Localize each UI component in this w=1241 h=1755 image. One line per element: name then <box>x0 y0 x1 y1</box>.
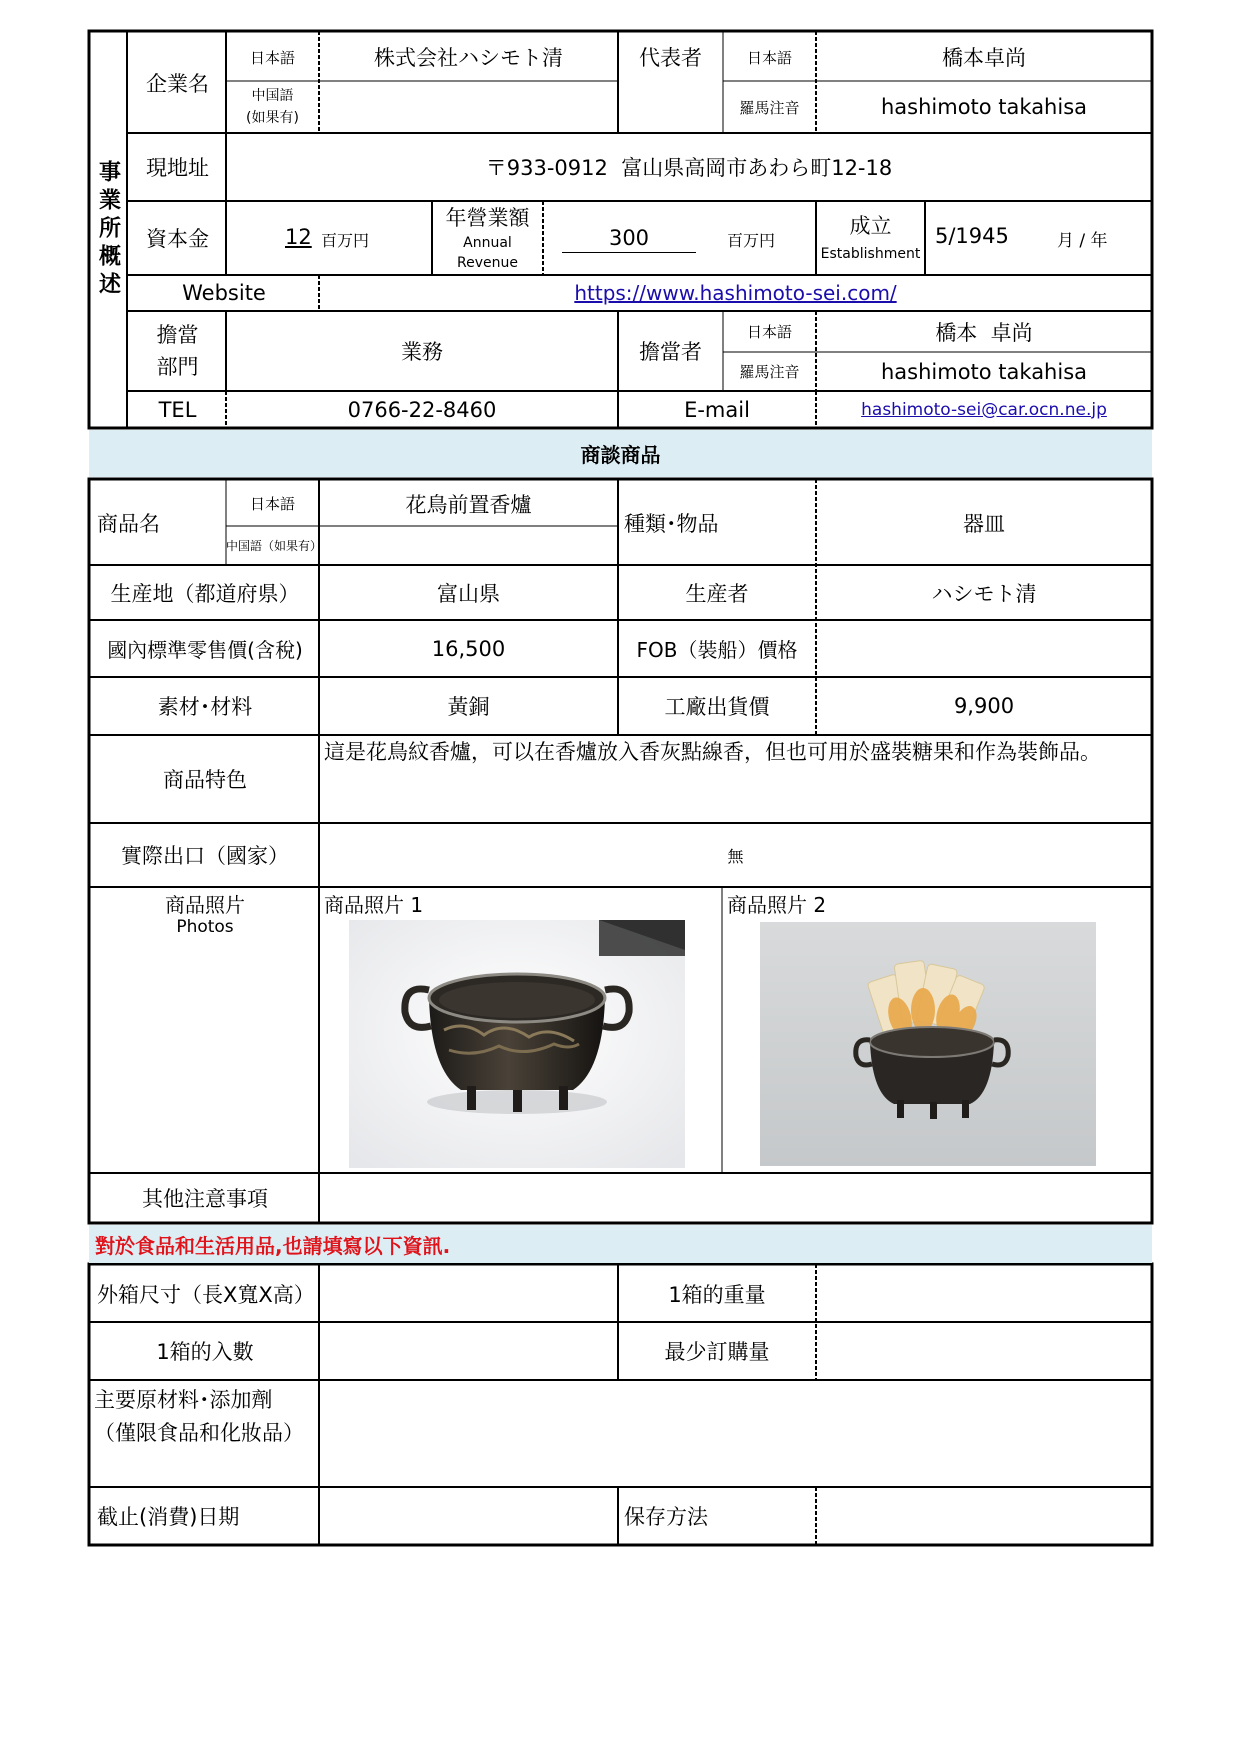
tel-label: TEL <box>158 397 197 422</box>
origin-label: 生産地（都道府県） <box>110 581 300 606</box>
retail-price-value: 16,500 <box>431 636 506 661</box>
address-value: 〒933-0912 富山県高岡市あわら町12-18 <box>485 156 893 180</box>
company-name-zh <box>319 81 618 133</box>
product-photo-2 <box>760 922 1096 1166</box>
tel-value: 0766-22-8460 <box>347 397 497 422</box>
storage-label: 保存方法 <box>624 1505 708 1529</box>
established-label-en: Establishment <box>820 246 921 262</box>
fob-price-label: FOB（裝船）價格 <box>636 638 798 662</box>
material-label: 素材･材料 <box>157 695 253 719</box>
revenue-unit: 百万円 <box>727 231 776 250</box>
email-label: E-mail <box>684 397 750 422</box>
notes-label: 其他注意事項 <box>142 1187 268 1211</box>
product-name-zh <box>319 526 618 565</box>
retail-price-label: 國內標準零售價(含稅) <box>107 638 303 662</box>
established-unit: 月 / 年 <box>1057 231 1108 251</box>
ingredients-label: 主要原材料･添加劑 （僅限食品和化妝品） <box>94 1388 304 1445</box>
category-value: 器皿 <box>963 512 1005 536</box>
box-qty-value <box>319 1322 618 1380</box>
product-name-label: 商品名 <box>97 512 160 536</box>
capital-label: 資本金 <box>146 227 209 251</box>
company-name-ja: 株式会社ハシモト清 <box>374 46 563 70</box>
box-weight-label: 1箱的重量 <box>668 1283 766 1307</box>
export-value: 無 <box>727 846 744 866</box>
food-section-header: 對於食品和生活用品,也請填寫以下資訊. <box>89 1225 1152 1263</box>
ingredients-value <box>319 1380 1152 1487</box>
email-link-cell <box>816 391 1152 428</box>
material-value: 黃銅 <box>447 695 490 719</box>
feature-value: 這是花鳥紋香爐，可以在香爐放入香灰點線香，但也可用於盛裝糖果和作為裝飾品。 <box>324 740 1101 764</box>
photos-label-en: Photos <box>176 917 234 937</box>
contact-label: 擔當者 <box>639 340 702 364</box>
storage-value <box>816 1487 1152 1545</box>
section-label-company: 事業所概述 <box>95 160 121 300</box>
rep-lang-roma: 羅馬注音 <box>739 98 800 117</box>
category-label: 種類･物品 <box>624 512 719 536</box>
department-label: 擔當 部門 <box>156 323 199 379</box>
capital-value: 12 <box>285 225 312 249</box>
contact-lang-roma: 羅馬注音 <box>739 363 800 381</box>
origin-value: 富山県 <box>437 581 500 606</box>
company-name-label: 企業名 <box>146 72 209 96</box>
factory-price-value: 9,900 <box>953 694 1015 718</box>
website-link[interactable]: https://www.hashimoto-sei.com/ <box>574 281 897 305</box>
moq-value <box>816 1322 1152 1380</box>
company-lang-zh: 中国語 (如果有) <box>246 88 299 126</box>
contact-lang-ja: 日本語 <box>746 323 792 341</box>
moq-label: 最少訂購量 <box>664 1340 770 1364</box>
revenue-value: 300 <box>562 223 696 253</box>
address-label: 現地址 <box>146 156 209 180</box>
website-link-cell <box>319 275 1152 311</box>
email-link[interactable]: hashimoto-sei@car.ocn.ne.jp <box>861 399 1107 420</box>
expiry-label: 截止(消費)日期 <box>97 1505 240 1529</box>
photo1-label: 商品照片 1 <box>324 893 424 917</box>
photo2-label: 商品照片 2 <box>727 893 827 917</box>
product-photo-1 <box>349 920 685 1168</box>
department-value: 業務 <box>401 340 443 364</box>
feature-label: 商品特色 <box>163 768 247 792</box>
producer-label: 生産者 <box>685 581 749 606</box>
contact-name-ja: 橋本 卓尚 <box>935 320 1033 345</box>
fob-price-value <box>816 620 1152 677</box>
representative-label: 代表者 <box>639 46 702 70</box>
established-value: 5/1945 <box>935 224 1009 248</box>
product-name-ja: 花鳥前置香爐 <box>405 492 532 517</box>
box-qty-label: 1箱的入數 <box>156 1340 254 1364</box>
established-label: 成立 <box>849 214 892 238</box>
factory-price-label: 工廠出貨價 <box>664 695 770 719</box>
box-size-label: 外箱尺寸（長X寬X高） <box>97 1283 315 1307</box>
product-lang-zh: 中国語（如果有） <box>226 539 323 553</box>
export-label: 實際出口（國家） <box>121 844 289 868</box>
box-weight-value <box>816 1266 1152 1322</box>
expiry-value <box>319 1487 618 1545</box>
product-section-header: 商談商品 <box>89 430 1152 477</box>
representative-name-roma: hashimoto takahisa <box>880 95 1088 119</box>
website-label: Website <box>182 281 266 305</box>
revenue-label-en: Annual Revenue <box>457 235 518 271</box>
contact-name-roma: hashimoto takahisa <box>880 359 1088 384</box>
rep-lang-ja: 日本語 <box>746 48 792 67</box>
box-size-value <box>319 1266 618 1322</box>
producer-value: ハシモト清 <box>931 581 1037 606</box>
capital-unit: 百万円 <box>321 231 370 250</box>
revenue-label: 年營業額 <box>445 206 530 230</box>
representative-name-ja: 橋本卓尚 <box>942 46 1026 70</box>
company-lang-ja: 日本語 <box>249 48 295 67</box>
notes-value <box>319 1173 1152 1223</box>
product-lang-ja: 日本語 <box>249 495 295 513</box>
photos-label: 商品照片 <box>165 892 245 917</box>
